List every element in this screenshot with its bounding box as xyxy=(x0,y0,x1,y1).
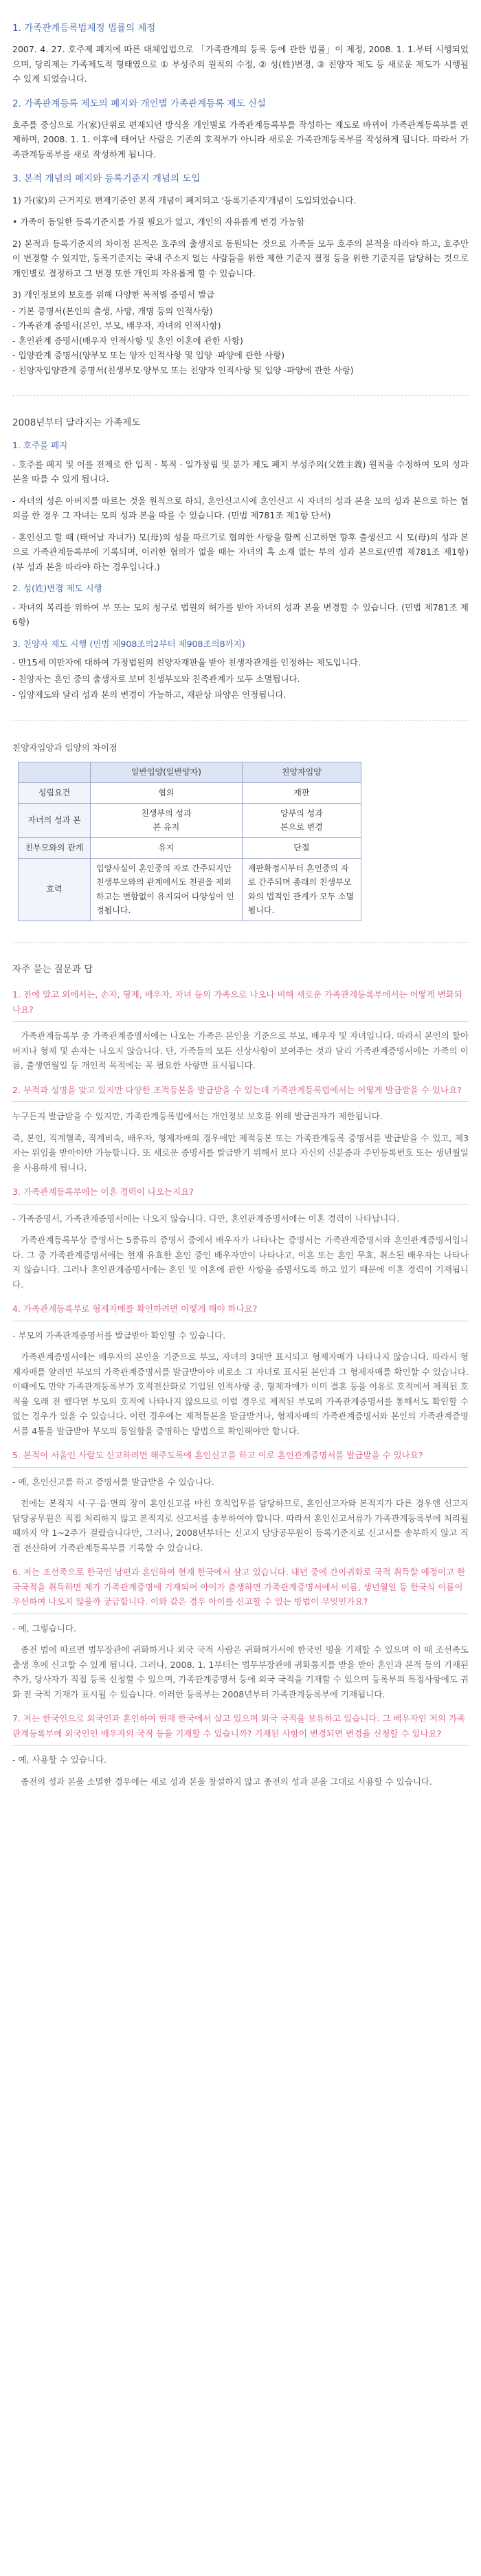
faq-item xyxy=(12,1083,469,1176)
faq-answer: 종전의 성과 본을 소멸한 경우에는 새로 성과 본을 창설하지 않고 종전의 성과 본을 그대로 사용할 수 있습니다. xyxy=(21,1776,432,1787)
faq-item xyxy=(12,1711,469,1789)
divider xyxy=(12,395,469,396)
table-cell: 재판 xyxy=(242,783,361,804)
table-row xyxy=(19,837,361,858)
faq-answer: - 예, 사용할 수 있습니다. xyxy=(12,1754,107,1765)
table-header-cell xyxy=(19,762,91,783)
faq-heading: 자주 묻는 질문과 답 xyxy=(12,964,93,975)
table-row xyxy=(19,858,361,921)
paragraph-registration-base-2: 2) 본적과 등록기준지의 차이점 본적은 호주의 출생지로 동원되는 것으로 가족들 모두 호주의 본적을 따라야 하고, 호주만이 변경할 수 있지만, 등록기준지는 국내 주소지 없는 사람들을 위한 제한 기준지 결정 등을 위한 기준지를 담당하는 것으로 개인별로 결정하고 그 변경 또한 개인의 자유롭게 할 수 있습니다. xyxy=(12,238,469,278)
faq-item xyxy=(12,1301,469,1438)
faq-question: 4. 가족관계등록부로 형제자매를 확인하려면 어떻게 해야 하나요? xyxy=(12,1303,258,1314)
faq-question: 1. 전에 말고 외에서는, 손자, 형제, 배우자, 자녀 등의 가족으로 나오나 비해 새로운 가족관계등록부에서는 어떻게 변화되나요? xyxy=(12,989,462,1015)
table-row-label: 자녀의 성과 본 xyxy=(19,803,91,837)
table-row xyxy=(19,783,361,804)
faq-question: 2. 부적과 성명을 맞고 있지만 다양한 조적등본을 발급받을 수 있는데 가족관계등록법에서는 어떻게 발급받을 수 있나요? xyxy=(12,1084,462,1095)
paragraph-abolish-head-3: - 혼인신고 할 때 (태어날 자녀가) 모(母)의 성을 따르기로 협의한 사항을 함께 신고하면 향후 출생신고 시 모(母)의 성과 본으로 가족관계등록부에 기록되며, 이러한 협의가 없을 때는 자녀의 혹 소재 없는 부의 성과 본으로(민법 제781조 제1항) (부 성과 본을 따라야 하는 경우입니다.) xyxy=(12,531,469,572)
paragraph-registry-system: 호주를 중심으로 가(家)단위로 편제되던 방식을 개인별로 가족관계등록부를 작성하는 제도로 바뀌어 가족관계등록부를 편제하며, 2008. 1. 1. 이후에 태어난 사람은 기존의 호적부가 아니라 새로운 가족관계등록부를 작성하게 됩니다. 따라서 가족관계등록부를 새로 작성하게 됩니다. xyxy=(12,119,469,159)
paragraph-registration-base-bullet: • 가족이 동일한 등록기준지를 가질 필요가 없고, 개인의 자유롭게 변경 가능함 xyxy=(12,217,305,228)
faq-item xyxy=(12,1448,469,1555)
certificate-item: - 입양관계 증명서(양부모 또는 양자 인적사항 및 입양 ·파양에 관한 사항) xyxy=(12,350,285,361)
table-header-cell: 친양자입양 xyxy=(242,762,361,783)
certificate-item: - 기본 증명서(본인의 출생, 사망, 개명 등의 인적사항) xyxy=(12,305,213,316)
faq-rule xyxy=(12,1101,469,1102)
table-cell: 협의 xyxy=(91,783,243,804)
table-row-label: 친부모와의 관계 xyxy=(19,837,91,858)
table-row-label: 효력 xyxy=(19,858,91,921)
faq-question: 5. 본적이 서울인 사람도 신고하려면 해주도록에 혼인신고를 하고 이로 혼인관계증명서를 발급받을 수 있나요? xyxy=(12,1450,423,1461)
faq-answer: 누구든지 발급받을 수 있지만, 가족관계등록법에서는 개인정보 보호를 위해 발급권자가 제한됩니다. xyxy=(12,1111,383,1122)
table-cell: 재판확정시부터 혼인중의 자로 간주되며 종래의 친생부모와의 법적인 관계가 모두 소멸됩니다. xyxy=(242,858,361,921)
paragraph-abolish-head-1: - 호주를 폐지 및 이를 전제로 한 입적 · 복적 · 일가창립 및 분가 제도 폐지 부성주의(父姓主義) 원칙을 수정하여 모의 성과 본을 따를 수 있게 됩니다. xyxy=(12,459,469,485)
faq-question: 6. 저는 조선족으로 한국인 남편과 혼인하여 현재 한국에서 살고 있습니다. 내년 중에 간이귀화로 국적 취득할 예정이고 한국국적을 취득하면 제가 가족관계증명에 기재되어 아이가 출생하면 가족관계증명서에서 이름, 생년월일 등 한국식 이름이 우선하여 나오지 않을까 궁금합니다. 이와 같은 경우 아이를 신고할 수 있는 방법이 무엇인가요? xyxy=(12,1567,466,1607)
faq-rule xyxy=(12,1467,469,1468)
table-heading: 친양자입양과 입양의 차이점 xyxy=(12,742,118,753)
paragraph-registration-base-1: 1) 가(家)의 근거지로 편재기준인 본적 개념이 폐지되고 '등록기준지'개념이 도입되었습니다. xyxy=(12,195,357,206)
faq-answer: 가족관계등록부 중 가족관계증명서에는 나오는 가족은 본인을 기준으로 부모, 배우자 및 자녀입니다. 따라서 본인의 할아버지나 형제 및 손자는 나오지 않습니다. 단, 가족들의 모든 신상사항이 보여주는 것과 달리 가족관계증명서에는 가족의 이름, 출생연월일 등 개인적 목적에는 꼭 필요한 사항만 표시됩니다. xyxy=(12,1031,469,1071)
section-heading-law-enactment: 1. 가족관계등록법제정 법률의 제정 xyxy=(12,23,156,34)
adoption-comparison-table xyxy=(18,762,361,921)
faq-answer: 종전 법에 따르면 법무장관에 귀화하거나 외국 국적 사람은 귀화허가서에 한국인 명을 기재할 수 있으며 이 때 조선족도 출생 후에 신고할 수 있게 됩니다. 그러나, 2008. 1. 1부터는 법무부장관에 귀화통지를 받을 받아 혼인과 본적 등의 기재된 추가, 당사자가 직접 등록 신청할 수 있으며, 가족관계증명서 등에 외국 국적을 기재할 수 있으며 등록부의 특정사항에도 귀화 전 국적 기재가 표시될 수 있습니다. 이러한 등록부는 2008년부터 가족관계등록부에 기재됩니다. xyxy=(12,1644,469,1699)
faq-question: 7. 저는 한국인으로 외국인과 혼인하여 현재 한국에서 살고 있으며 외국 국적을 보유하고 있습니다. 그 배우자인 저의 가족관계등록부에 외국인인 배우자의 국적 등을 기재할 수 있습니까? 기재된 사항이 변경되면 변경을 신청할 수 있나요? xyxy=(12,1713,466,1739)
table-row-label: 성립요건 xyxy=(19,783,91,804)
page-bottom-spacer xyxy=(12,1796,469,1809)
faq-answer: - 부모의 가족관계증명서를 발급받아 확인할 수 있습니다. xyxy=(12,1330,226,1341)
table-cell: 친생부의 성과 본 유지 xyxy=(91,803,243,837)
table-header-cell: 일반입양(일반양자) xyxy=(91,762,243,783)
table-cell: 단절 xyxy=(242,837,361,858)
table-cell: 양부의 성과 본으로 변경 xyxy=(242,803,361,837)
faq-rule xyxy=(12,1745,469,1746)
faq-answer: - 예, 혼인신고를 하고 증명서를 발급받을 수 있습니다. xyxy=(12,1476,214,1487)
faq-answer: 가족관계증명서에는 배우자의 본인을 기준으로 부모, 자녀의 3대만 표시되고 형제자매가 나타나지 않습니다. 따라서 형제자매를 알려면 부모의 가족관계증명서를 발급받아야 비로소 그 자녀로 표시된 본인과 그 형제자매를 확인할 수 있습니다. 이때에도 만약 가족관계등록부가 호적전산화로 기입된 인적사항 중, 형제자매가 이미 결혼 등을 이유로 호적에서 제적된 호적을 오래 전 했다면 부모의 호적에 나타나지 않으므로 이럴 경우로 제적된 부모의 가족관계증명서를 통해서도 확인할 수 없는 경우가 있을 수 있습니다. 이런 경우에는 제적등본을 발급받거나, 형제자매의 가족관계증명서와 본인의 가족관계증명서를 4통을 발급받아 부모의 동일함을 증명하는 방법으로 확인해야만 합니다. xyxy=(12,1352,469,1436)
section-heading-registration-base: 3. 본적 개념의 폐지와 등록기준지 개념의 도입 xyxy=(12,173,201,185)
paragraph-full-adoption-2: - 친양자는 혼인 중의 출생자로 보며 친생부모와 친족관계가 모두 소멸됩니다. xyxy=(12,673,300,684)
divider xyxy=(12,942,469,943)
subheading-surname-change: 2. 성(姓)변경 제도 시행 xyxy=(12,583,102,594)
certificate-list xyxy=(12,304,469,378)
subheading-full-adoption: 3. 친양자 제도 시행 (민법 제908조의2부터 제908조의8까지) xyxy=(12,638,245,649)
certificate-item: - 친양자입양관계 증명서(친생부모·양부모 또는 친양자 인적사항 및 입양 ·파양에 관한 사항) xyxy=(12,364,354,375)
subheading-abolish-head: 1. 호주를 폐지 xyxy=(12,440,68,451)
paragraph-full-adoption-3: - 입양제도와 달리 성과 본의 변경이 가능하고, 재판상 파양은 인정됩니다. xyxy=(12,690,287,701)
faq-answer: 즉, 본인, 직계혈족, 직계비속, 배우자, 형제자매의 경우에만 제적등본 또는 가족관계등록 증명서를 발급받을 수 있고, 제3자는 위임을 받아야만 가능합니다. 또 새로운 증명서를 발급받기 위해서 보다 자신의 신분증과 주민등록번호 또는 생년월일을 사용하게 됩니다. xyxy=(12,1132,469,1173)
table-row xyxy=(19,803,361,837)
table-cell: 입양사실이 혼인중의 자로 간주되지만 친생부모와의 관계에서도 친권을 제외하고는 변함없이 유지되어 다양성이 인정됩니다. xyxy=(91,858,243,921)
paragraph-certificates-intro: 3) 개인정보의 보호를 위해 다양한 목적별 증명서 발급 xyxy=(12,289,215,300)
certificate-item: - 혼인관계 증명서(배우자 인적사항 및 혼인 이혼에 관한 사항) xyxy=(12,335,243,346)
faq-answer: 전에는 본적지 시·구·읍·면의 장이 혼인신고를 마친 호적업무를 담당하므로, 혼인신고자와 본적지가 다른 경우엔 신고지 담당공무원은 직접 처리하지 않고 본적지로 신고서를 송부하여야 합니다. 따라서 혼인신고서류가 가족관계등록부에 처리될 때까지 약 1~2주가 걸렸습니다만, 그러나, 2008년부터는 신고지 담당공무원이 등록기준지로 신고서를 송부하지 않고 직접 전산하여 가족관계등록부를 기록할 수 있습니다. xyxy=(12,1498,469,1553)
faq-answer: - 예, 그렇습니다. xyxy=(12,1622,76,1633)
faq-answer: 가족관계등록부상 증명서는 5종류의 증명서 중에서 배우자가 나타나는 증명서는 가족관계증명서와 혼인관계증명서입니다. 그 중 가족관계증명서에는 현재 유효한 혼인 중인 배우자만이 나타나고, 이혼 또는 혼인 무효, 취소된 배우자는 나타나지 않습니다. 그러나 혼인관계증명서에는 혼인 및 이혼에 관한 사항을 증명서도록 하고 있기 때문에 이혼 경력이 기재됩니다. xyxy=(12,1235,469,1290)
paragraph-abolish-head-2: - 자녀의 성은 아버지를 따르는 것을 원칙으로 하되, 혼인신고시에 혼인신고 시 자녀의 성과 본을 모의 성과 본으로 하는 협의를 한 경우 그 자녀는 모의 성과 본을 따를 수 있습니다. (민법 제781조 제1항 단서) xyxy=(12,495,469,521)
section-heading-registry-system: 2. 가족관계등록 제도의 폐지와 개인별 가족관계등록 제도 신설 xyxy=(12,98,266,109)
paragraph-full-adoption-1: - 만15세 미만자에 대하여 가정법원의 친양자재판을 받아 친생자관계를 인정하는 제도입니다. xyxy=(12,657,361,668)
faq-item xyxy=(12,1185,469,1292)
table-cell: 유지 xyxy=(91,837,243,858)
paragraph-surname-change: - 자녀의 복리를 위하여 부 또는 모의 청구로 법원의 허가를 받아 자녀의 성과 본을 변경할 수 있습니다. (민법 제781조 제6항) xyxy=(12,602,469,628)
certificate-item: - 가족관계 증명서(본인, 부모, 배우자, 자녀의 인적사항) xyxy=(12,320,221,331)
faq-question: 3. 가족관계등록부에는 이혼 경력이 나오는지요? xyxy=(12,1187,194,1198)
paragraph-law-enactment: 2007. 4. 27. 호주제 폐지에 따른 대체입법으로 「가족관계의 등록 등에 관한 법률」이 제정, 2008. 1. 1.부터 시행되었으며, 당리제는 가족제도적 형태였으로 ① 부성주의 원칙의 수정, ② 성(姓)변경, ③ 친양자 제도 등 새로운 제도가 시행될 수 있게 되었습니다. xyxy=(12,44,469,85)
divider xyxy=(12,720,469,721)
table-header-row xyxy=(19,762,361,783)
faq-answer: - 가족증명서, 가족관계증명서에는 나오지 않습니다. 다만, 혼인관계증명서에는 이혼 경력이 나타납니다. xyxy=(12,1213,400,1224)
faq-item xyxy=(12,987,469,1073)
faq-rule xyxy=(12,1021,469,1022)
faq-item xyxy=(12,1565,469,1702)
section-heading-changes: 2008년부터 달라지는 가족제도 xyxy=(12,417,141,429)
